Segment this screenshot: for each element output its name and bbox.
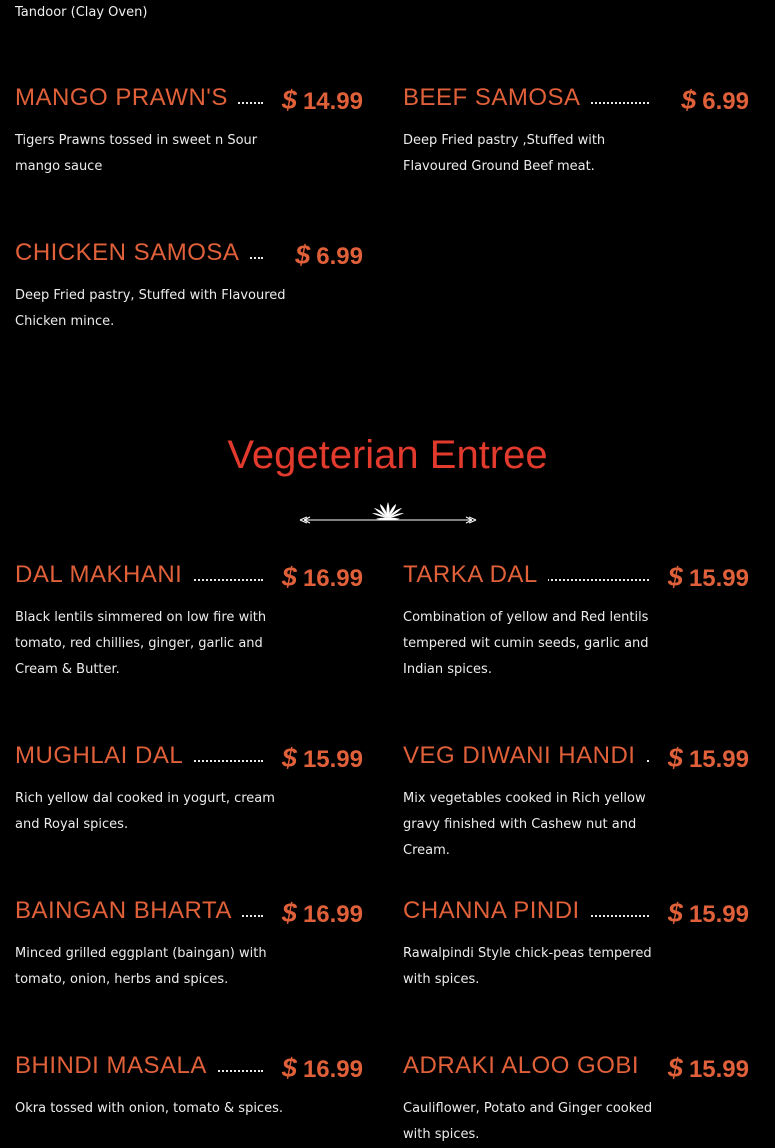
item-price bbox=[668, 1052, 749, 1086]
currency-symbol: $ bbox=[281, 1053, 297, 1083]
menu-item-bhindi-masala[interactable] bbox=[15, 1050, 363, 1122]
menu-item-beef-samosa[interactable] bbox=[403, 82, 749, 180]
price-value: 6.99 bbox=[316, 243, 363, 270]
price-value: 15.99 bbox=[688, 1056, 749, 1083]
item-description: Deep Fried pastry ,Stuffed with Flavoured Ground Beef meat. bbox=[403, 133, 606, 174]
item-price bbox=[282, 84, 363, 118]
item-name: MUGHLAI DAL bbox=[15, 740, 193, 772]
item-price bbox=[681, 84, 749, 118]
menu-item-mango-prawns[interactable] bbox=[15, 82, 363, 180]
currency-symbol: $ bbox=[667, 743, 683, 773]
menu-item-chicken-samosa[interactable] bbox=[15, 237, 363, 335]
item-price bbox=[668, 742, 749, 776]
item-price bbox=[282, 742, 363, 776]
top-note: Tandoor (Clay Oven) bbox=[15, 5, 148, 20]
item-price bbox=[668, 897, 749, 931]
price-value: 15.99 bbox=[688, 901, 749, 928]
currency-symbol: $ bbox=[295, 240, 311, 270]
item-name: BHINDI MASALA bbox=[15, 1050, 217, 1082]
currency-symbol: $ bbox=[667, 898, 683, 928]
item-description: Okra tossed with onion, tomato & spices. bbox=[15, 1101, 283, 1116]
price-value: 15.99 bbox=[688, 746, 749, 773]
price-value: 14.99 bbox=[302, 88, 363, 115]
currency-symbol: $ bbox=[281, 562, 297, 592]
menu-item-baingan-bharta[interactable] bbox=[15, 895, 363, 993]
item-name: DAL MAKHANI bbox=[15, 559, 192, 591]
menu-item-adraki-aloo-gobi[interactable] bbox=[403, 1050, 749, 1148]
item-description: Minced grilled eggplant (baingan) with tomato, onion, herbs and spices. bbox=[15, 946, 267, 987]
lotus-divider-icon bbox=[298, 496, 478, 528]
item-description: Deep Fried pastry, Stuffed with Flavoured Chicken mince. bbox=[15, 288, 286, 329]
item-description: Combination of yellow and Red lentils tempered wit cumin seeds, garlic and Indian spices. bbox=[403, 610, 649, 677]
menu-item-dal-makhani[interactable] bbox=[15, 559, 363, 683]
item-description: Tigers Prawns tossed in sweet n Sour mango sauce bbox=[15, 133, 258, 174]
menu-item-channa-pindi[interactable] bbox=[403, 895, 749, 993]
price-value: 16.99 bbox=[302, 901, 363, 928]
menu-item-veg-diwani-handi[interactable] bbox=[403, 740, 749, 864]
item-name: TARKA DAL bbox=[403, 559, 548, 591]
item-name: CHANNA PINDI bbox=[403, 895, 590, 927]
price-value: 15.99 bbox=[302, 746, 363, 773]
item-description: Black lentils simmered on low fire with tomato, red chillies, ginger, garlic and Cream & Butter. bbox=[15, 610, 267, 677]
currency-symbol: $ bbox=[681, 85, 697, 115]
item-name: ADRAKI ALOO GOBI bbox=[403, 1050, 649, 1082]
currency-symbol: $ bbox=[667, 1053, 683, 1083]
menu-item-mughlai-dal[interactable] bbox=[15, 740, 363, 838]
item-price bbox=[282, 561, 363, 595]
item-price bbox=[282, 1052, 363, 1086]
price-value: 16.99 bbox=[302, 1056, 363, 1083]
item-price bbox=[295, 239, 363, 273]
currency-symbol: $ bbox=[281, 743, 297, 773]
section-title: Vegeterian Entree bbox=[227, 433, 548, 477]
item-price bbox=[282, 897, 363, 931]
item-description: Rawalpindi Style chick-peas tempered with spices. bbox=[403, 946, 652, 987]
item-name: BEEF SAMOSA bbox=[403, 82, 591, 114]
item-price bbox=[668, 561, 749, 595]
item-name: CHICKEN SAMOSA bbox=[15, 237, 249, 269]
currency-symbol: $ bbox=[281, 898, 297, 928]
item-description: Cauliflower, Potato and Ginger cooked with spices. bbox=[403, 1101, 653, 1142]
item-name: MANGO PRAWN'S bbox=[15, 82, 238, 114]
price-value: 6.99 bbox=[702, 88, 749, 115]
price-value: 15.99 bbox=[688, 565, 749, 592]
price-value: 16.99 bbox=[302, 565, 363, 592]
currency-symbol: $ bbox=[281, 85, 297, 115]
item-description: Rich yellow dal cooked in yogurt, cream and Royal spices. bbox=[15, 791, 275, 832]
item-description: Mix vegetables cooked in Rich yellow gravy finished with Cashew nut and Cream. bbox=[403, 791, 646, 858]
item-name: BAINGAN BHARTA bbox=[15, 895, 242, 927]
currency-symbol: $ bbox=[667, 562, 683, 592]
item-name: VEG DIWANI HANDI bbox=[403, 740, 645, 772]
menu-item-tarka-dal[interactable] bbox=[403, 559, 749, 683]
